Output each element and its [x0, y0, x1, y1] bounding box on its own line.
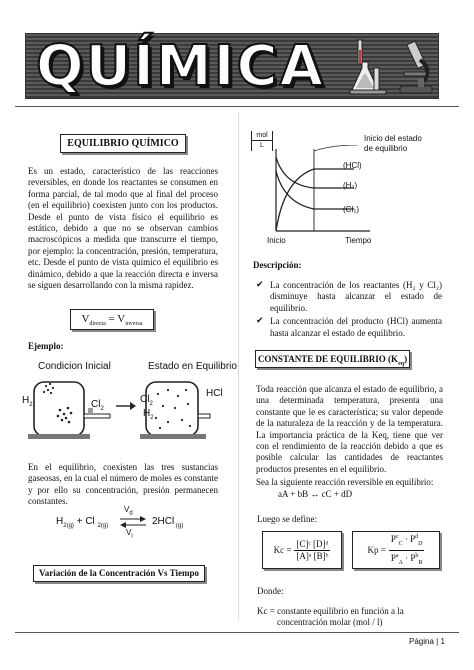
list-item: ✔ La concentración de los reactantes (H₂ y Cl₂) disminuye hasta alcanzar el estado de equilibrio.: [256, 280, 442, 313]
kc-formula: Kc = $\frac{\text{[C]ᶜ [D]ᵈ}}{\text{[A]ᵃ [B]ᵇ}}$: [262, 531, 342, 569]
vd-label: $V_d$: [124, 505, 133, 517]
example-label: Ejemplo:: [28, 341, 64, 351]
description-label: Descripción:: [253, 260, 302, 270]
series-label-h2: (H₂): [343, 181, 358, 190]
header-banner: [25, 33, 439, 99]
equilibrium-state-label: Estado en Equilibrio: [148, 361, 237, 372]
microscope-icon: [394, 38, 438, 96]
eq-h2-label: $H_2$: [143, 408, 154, 421]
hcl-curve: [276, 169, 354, 231]
section-title-variacion: Variación de la Concentración Vs Tiempo: [33, 565, 205, 582]
x-axis-start-label: Inicio: [267, 236, 286, 245]
kc-definition: Kc = constante equilibrio en función a la concentración molar (mol / l): [257, 606, 404, 628]
reaction-vessels-diagram: [18, 372, 234, 442]
check-icon: ✔: [256, 316, 264, 327]
eq-cl2-label: $Cl_2$: [140, 394, 153, 407]
header-divider: [15, 106, 459, 107]
column-divider: [238, 112, 239, 620]
reversible-arrows: [118, 512, 148, 532]
series-label-cl2: (Cl₂): [343, 205, 359, 214]
page-title: QUÍMICA: [36, 34, 325, 99]
kp-formula: Kp = $\frac{P^c_C \cdot P^d_D}{P^a_A \cdot P^b_B}$: [352, 531, 440, 569]
check-icon: ✔: [256, 280, 264, 290]
series-label-hcl: (HCl): [343, 161, 362, 170]
equilibrium-start-annotation: Inicio del estado de equilibrio: [364, 134, 422, 153]
generic-reaction: aA + bB ↔ cC + dD: [278, 489, 353, 499]
vi-label: $V_i$: [126, 528, 133, 540]
cl2-label: $Cl_2$: [91, 399, 104, 412]
hcl-product: 2HCl $_{(g)}$: [152, 516, 184, 529]
donde-label: Donde:: [257, 586, 284, 596]
section-title-equilibrio: EQUILIBRIO QUÍMICO: [60, 134, 186, 153]
chemistry-flasks-icon: [344, 38, 392, 96]
section-title-constante: CONSTANTE DE EQUILIBRIO $(K_{eq})$: [255, 350, 410, 368]
defined-label: Luego se define:: [257, 514, 317, 524]
velocity-equation: $V_{directa} = V_{inversa}$: [70, 309, 154, 330]
graph-y-unit: mol L: [251, 131, 273, 151]
intro-paragraph: Es un estado, característico de las reacciones reversibles, en donde los reactantes se consumen en forma parcial, de tal modo que al final del proceso (en el equilibrio) coexisten junto con los productos. Desde el punto de vista físico el equilibrio es estático, debido a que no se observan cambios macroscópicos a medida que transcurre el tiempo, por ejemplo: la concentración, presión, temperatura, etc. Desde el punto de vista químico el equilibrio es dinámico, debido a que la reacción directa e inversa se siguen desarrollando con la misma rapidez.: [28, 166, 218, 291]
list-item: ✔ La concentración del producto (HCl) aumenta hasta alcanzar el estado de equilibrio.: [256, 316, 442, 338]
description-list: [256, 280, 442, 341]
h2-label: $H_2$: [22, 395, 33, 408]
equilibrium-paragraph: En el equilibrio, coexisten las tres sustancias gaseosas, en la cual el número de moles es constante y por ello su concentración, presión permanecen constantes.: [28, 462, 218, 507]
footer-divider: [15, 632, 459, 633]
x-axis-end-label: Tiempo: [345, 236, 372, 245]
reversible-intro: Sea la siguiente reacción reversible en equilibrio:: [256, 477, 434, 487]
page-number: Página | 1: [409, 637, 445, 646]
hcl-label: HCl: [206, 388, 223, 399]
concentration-time-graph: [262, 145, 372, 235]
hcl-reaction-equation: $H_{2(g)} + Cl$ $_{2(g)}$: [56, 516, 109, 529]
initial-condition-label: Condicion Inicial: [38, 361, 111, 372]
constant-paragraph: Toda reacción que alcanza el estado de equilibrio, a una determinada temperatura, presenta una constante que le es característica; su valor depende de la naturaleza de la reacción y de la temperatura. La importancia práctica de la Keq, tiene que ver con el rendimiento de la reacción debido a que es posible calcular las cantidades de reactantes productos presentes en el equilibrio.: [256, 384, 443, 474]
